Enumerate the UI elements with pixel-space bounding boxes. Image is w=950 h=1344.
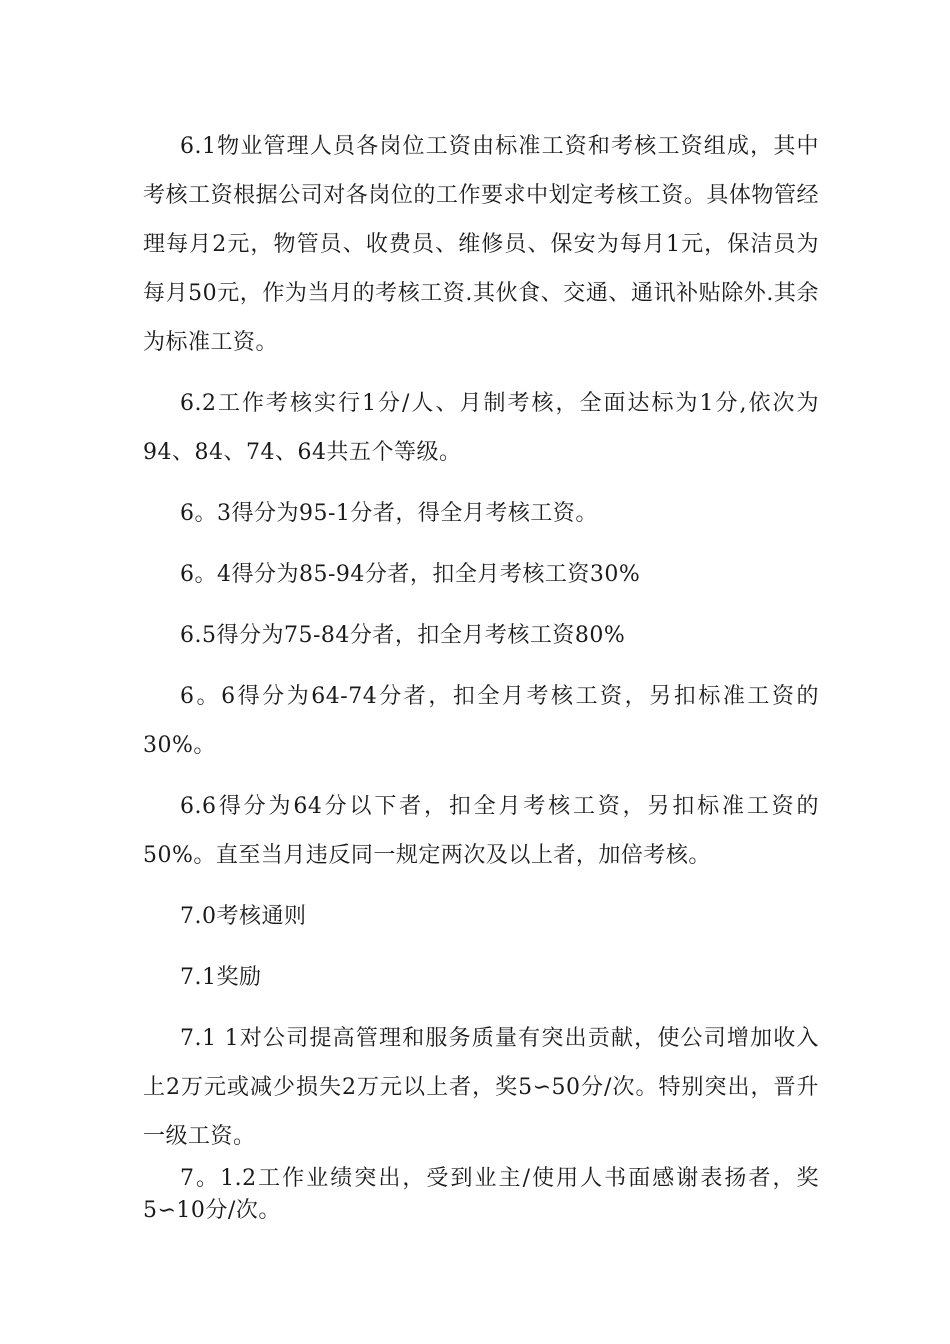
paragraph-6-3: 6。3得分为95-1分者，得全月考核工资。 bbox=[180, 501, 598, 526]
section-heading-7-0: 7.0考核通则 bbox=[180, 904, 307, 929]
paragraph-7-1-2: 7。1.2工作业绩突出，受到业主/使用人书面感谢表扬者，奖5∽10分/次。 bbox=[143, 1166, 819, 1223]
paragraph-6-2: 6.2工作考核实行1分/人、月制考核，全面达标为1分,依次为94、84、74、64共五个等级。 bbox=[143, 391, 819, 465]
paragraph-6-5: 6.5得分为75-84分者，扣全月考核工资80% bbox=[180, 623, 626, 648]
paragraph-6-6-a: 6。6得分为64-74分者，扣全月考核工资，另扣标准工资的30%。 bbox=[143, 684, 819, 758]
paragraph-6-1: 6.1物业管理人员各岗位工资由标准工资和考核工资组成，其中考核工资根据公司对各岗位的工作要求中划定考核工资。具体物管经理每月2元，物管员、收费员、维修员、保安为每月1元，保洁员为每月50元，作为当月的考核工资.其伙食、交通、通讯补贴除外.其余为标准工资。 bbox=[143, 134, 819, 355]
document-body bbox=[143, 122, 819, 1237]
paragraph-6-4: 6。4得分为85-94分者，扣全月考核工资30% bbox=[180, 562, 641, 587]
paragraph-7-1-1: 7.1 1对公司提高管理和服务质量有突出贡献，使公司增加收入上2万元或减少损失2万元以上者，奖5∽50分/次。特别突出，晋升一级工资。 bbox=[143, 1026, 819, 1149]
paragraph-6-6-b: 6.6得分为64分以下者，扣全月考核工资，另扣标准工资的50%。直至当月违反同一规定两次及以上者，加倍考核。 bbox=[143, 794, 819, 868]
section-heading-7-1: 7.1奖励 bbox=[180, 965, 262, 990]
